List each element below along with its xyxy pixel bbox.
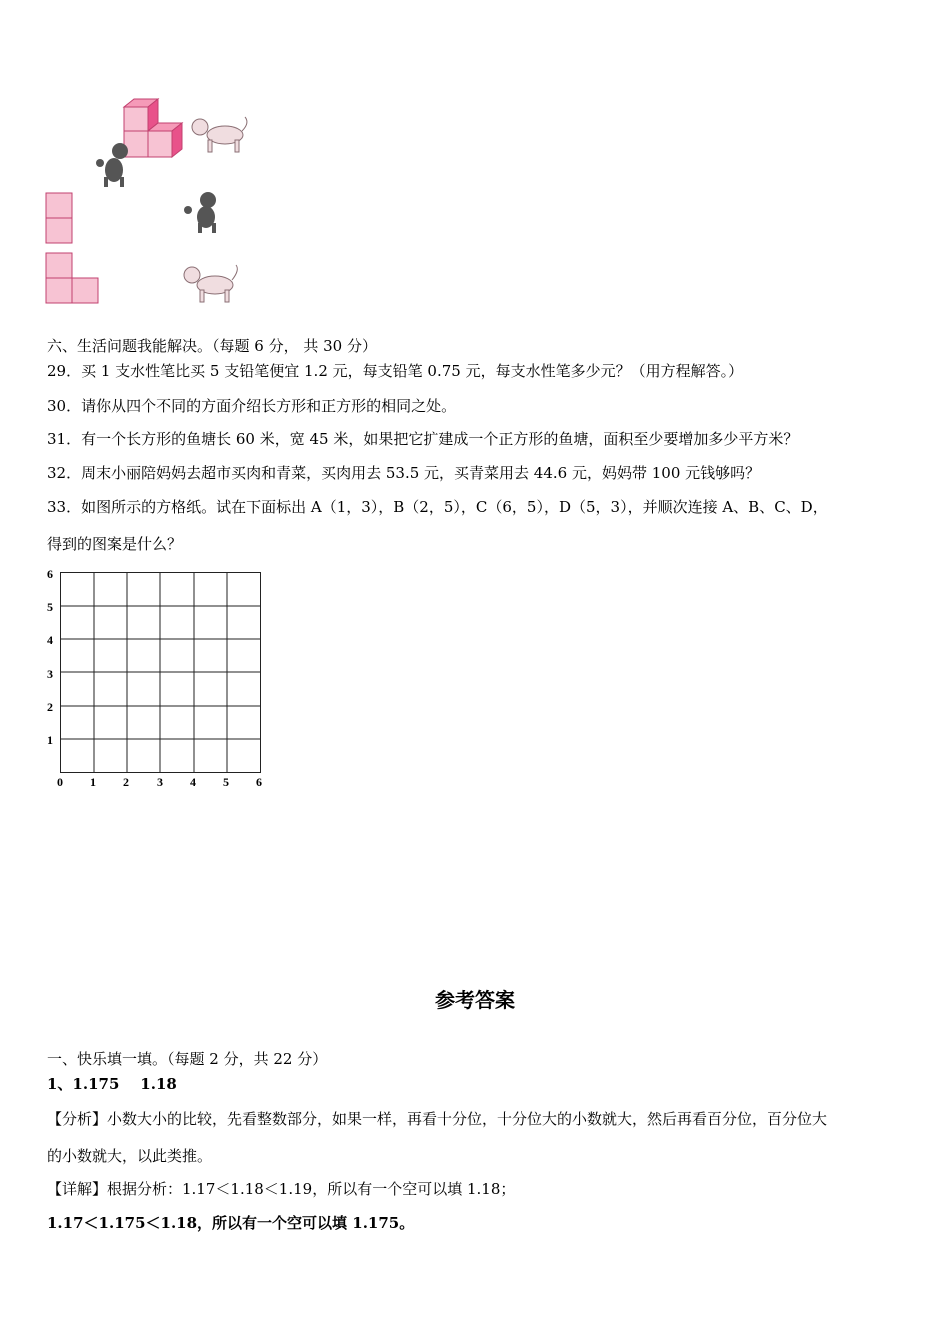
y-tick-label: 4 [47,633,53,647]
answers-section1-header: 一、快乐填一填。（每题 2 分，共 22 分） [47,1050,328,1068]
x-tick-label: 1 [90,775,96,789]
dog-icon [192,117,247,152]
analysis-line2: 的小数就大，以此类推。 [47,1147,213,1165]
x-tick-label: 3 [157,775,163,789]
question-30: 30．请你从四个不同的方面介绍长方形和正方形的相同之处。 [47,397,457,415]
question-31: 31．有一个长方形的鱼塘长 60 米，宽 45 米，如果把它扩建成一个正方形的鱼塘，面积至少要增加多少平方米？ [47,430,799,448]
y-tick-label: 1 [47,733,53,747]
x-tick-label: 5 [223,775,229,789]
section6-header: 六、生活问题我能解决。（每题 6 分， 共 30 分） [47,337,377,355]
question-33-line1: 33．如图所示的方格纸。试在下面标出 A（1，3），B（2，5），C（6，5），D（5，3），并顺次连接 A、B、C、D， [47,498,828,516]
side-view-shape [46,253,98,303]
y-tick-label: 2 [47,700,53,714]
question-32: 32．周末小丽陪妈妈去超市买肉和青菜，买肉用去 53.5 元，买青菜用去 44.6 元，妈妈带 100 元钱够吗？ [47,464,761,482]
cube-illustration [40,95,260,310]
answer-1: 1、1.175 1.18 [47,1075,177,1093]
cube-stack [124,99,182,157]
dog-icon [184,265,237,302]
detail-line2: 1.17＜1.175＜1.18，所以有一个空可以填 1.175。 [47,1214,415,1232]
question-29: 29．买 1 支水性笔比买 5 支铅笔便宜 1.2 元，每支铅笔 0.75 元，每支水性笔多少元？（用方程解答。） [47,362,744,380]
y-tick-label: 6 [47,567,53,581]
x-tick-label: 4 [190,775,196,789]
answers-title: 参考答案 [435,988,515,1012]
front-view-shape [46,193,72,243]
question-33-line2: 得到的图案是什么？ [47,535,183,553]
y-tick-label: 5 [47,600,53,614]
x-tick-label: 0 [57,775,63,789]
x-tick-label: 6 [256,775,262,789]
analysis-line1: 【分析】小数大小的比较，先看整数部分，如果一样，再看十分位，十分位大的小数就大，然后再看百分位，百分位大 [47,1110,828,1128]
monkey-icon [184,192,216,233]
monkey-icon [96,143,128,187]
coordinate-grid [60,572,262,774]
detail-line1: 【详解】根据分析：1.17＜1.18＜1.19，所以有一个空可以填 1.18； [47,1180,516,1198]
y-tick-label: 3 [47,667,53,681]
x-tick-label: 2 [123,775,129,789]
